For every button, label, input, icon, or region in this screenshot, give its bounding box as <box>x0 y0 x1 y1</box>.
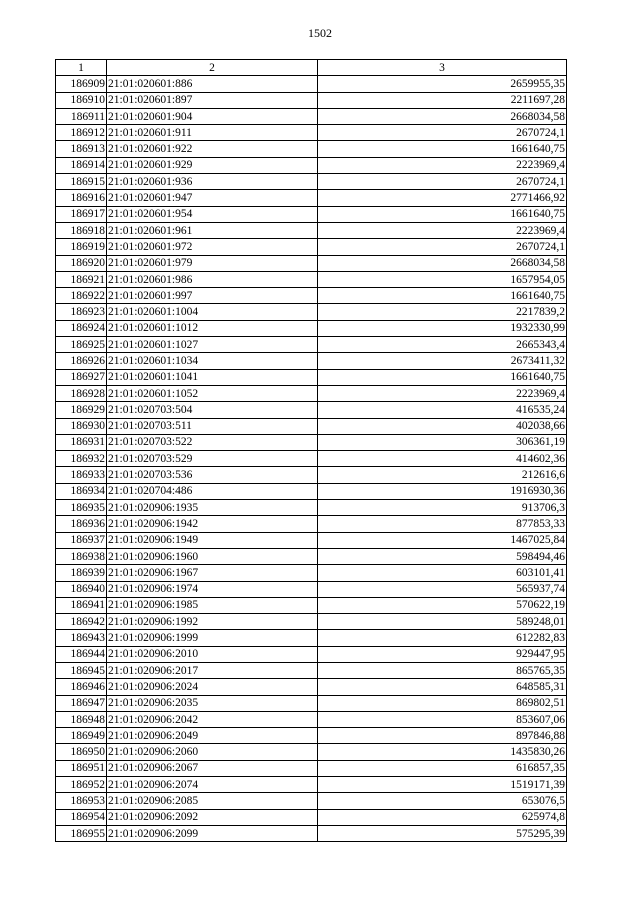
cadastral-number-cell: 21:01:020601:1004 <box>107 304 318 320</box>
table-row <box>56 467 567 483</box>
row-number-cell: 186935 <box>56 500 107 516</box>
cadastral-number-cell: 21:01:020906:2085 <box>107 793 318 809</box>
cadastral-number-cell: 21:01:020906:2042 <box>107 711 318 727</box>
row-number-cell: 186943 <box>56 630 107 646</box>
table-row <box>56 125 567 141</box>
cadastral-value-cell: 570622,19 <box>318 597 567 613</box>
cadastral-number-cell: 21:01:020703:529 <box>107 451 318 467</box>
cadastral-number-cell: 21:01:020601:1034 <box>107 353 318 369</box>
table-row <box>56 434 567 450</box>
cadastral-number-cell: 21:01:020906:2092 <box>107 809 318 825</box>
cadastral-value-cell: 1657954,05 <box>318 271 567 287</box>
cadastral-number-cell: 21:01:020601:1012 <box>107 320 318 336</box>
table-row <box>56 92 567 108</box>
row-number-cell: 186951 <box>56 760 107 776</box>
cadastral-value-cell: 616857,35 <box>318 760 567 776</box>
cadastral-value-cell: 1519171,39 <box>318 777 567 793</box>
table-row <box>56 206 567 222</box>
cadastral-value-cell: 2223969,4 <box>318 157 567 173</box>
table-row <box>56 777 567 793</box>
row-number-cell: 186948 <box>56 711 107 727</box>
cadastral-number-cell: 21:01:020601:986 <box>107 271 318 287</box>
row-number-cell: 186942 <box>56 614 107 630</box>
table-row <box>56 337 567 353</box>
row-number-cell: 186926 <box>56 353 107 369</box>
table-row <box>56 108 567 124</box>
cadastral-value-cell: 1916930,36 <box>318 483 567 499</box>
table-row <box>56 581 567 597</box>
row-number-cell: 186954 <box>56 809 107 825</box>
cadastral-number-cell: 21:01:020601:936 <box>107 174 318 190</box>
cadastral-number-cell: 21:01:020601:1052 <box>107 385 318 401</box>
row-number-cell: 186925 <box>56 337 107 353</box>
cadastral-value-cell: 416535,24 <box>318 402 567 418</box>
row-number-cell: 186940 <box>56 581 107 597</box>
cadastral-value-cell: 2665343,4 <box>318 337 567 353</box>
table-row <box>56 157 567 173</box>
table-row <box>56 532 567 548</box>
row-number-cell: 186924 <box>56 320 107 336</box>
row-number-cell: 186944 <box>56 646 107 662</box>
cadastral-value-cell: 913706,3 <box>318 500 567 516</box>
page-number: 1502 <box>308 26 332 40</box>
cadastral-value-cell: 402038,66 <box>318 418 567 434</box>
row-number-cell: 186915 <box>56 174 107 190</box>
table-row <box>56 793 567 809</box>
cadastral-value-cell: 865765,35 <box>318 662 567 678</box>
table-row <box>56 222 567 238</box>
cadastral-value-cell: 877853,33 <box>318 516 567 532</box>
table-row <box>56 548 567 564</box>
cadastral-number-cell: 21:01:020601:897 <box>107 92 318 108</box>
row-number-cell: 186917 <box>56 206 107 222</box>
table-row <box>56 239 567 255</box>
cadastral-value-cell: 625974,8 <box>318 809 567 825</box>
row-number-cell: 186921 <box>56 271 107 287</box>
row-number-cell: 186914 <box>56 157 107 173</box>
row-number-cell: 186929 <box>56 402 107 418</box>
table-row <box>56 174 567 190</box>
cadastral-value-cell: 2771466,92 <box>318 190 567 206</box>
cadastral-number-cell: 21:01:020906:2074 <box>107 777 318 793</box>
row-number-cell: 186952 <box>56 777 107 793</box>
table-row <box>56 500 567 516</box>
cadastral-value-cell: 2673411,32 <box>318 353 567 369</box>
row-number-cell: 186949 <box>56 728 107 744</box>
cadastral-value-cell: 869802,51 <box>318 695 567 711</box>
table-row <box>56 614 567 630</box>
cadastral-value-cell: 2659955,35 <box>318 76 567 92</box>
table-row <box>56 402 567 418</box>
cadastral-value-cell: 2217839,2 <box>318 304 567 320</box>
cadastral-number-cell: 21:01:020601:979 <box>107 255 318 271</box>
cadastral-value-cell: 2223969,4 <box>318 222 567 238</box>
cadastral-value-cell: 1661640,75 <box>318 369 567 385</box>
cadastral-value-cell: 2668034,58 <box>318 108 567 124</box>
cadastral-number-cell: 21:01:020601:904 <box>107 108 318 124</box>
cadastral-value-cell: 1661640,75 <box>318 206 567 222</box>
row-number-cell: 186953 <box>56 793 107 809</box>
cadastral-number-cell: 21:01:020601:929 <box>107 157 318 173</box>
row-number-cell: 186932 <box>56 451 107 467</box>
cadastral-number-cell: 21:01:020906:1942 <box>107 516 318 532</box>
row-number-cell: 186909 <box>56 76 107 92</box>
table-row <box>56 190 567 206</box>
cadastral-number-cell: 21:01:020906:1992 <box>107 614 318 630</box>
row-number-cell: 186920 <box>56 255 107 271</box>
cadastral-number-cell: 21:01:020703:522 <box>107 434 318 450</box>
table-header-row <box>56 60 567 76</box>
cadastral-number-cell: 21:01:020601:972 <box>107 239 318 255</box>
cadastral-number-cell: 21:01:020906:2010 <box>107 646 318 662</box>
table-row <box>56 418 567 434</box>
cadastral-value-cell: 2670724,1 <box>318 125 567 141</box>
table-row <box>56 630 567 646</box>
cadastral-value-cell: 2670724,1 <box>318 239 567 255</box>
row-number-cell: 186950 <box>56 744 107 760</box>
row-number-cell: 186919 <box>56 239 107 255</box>
cadastral-value-cell: 853607,06 <box>318 711 567 727</box>
cadastral-number-cell: 21:01:020906:1960 <box>107 548 318 564</box>
cadastral-value-cell: 929447,95 <box>318 646 567 662</box>
table-row <box>56 662 567 678</box>
row-number-cell: 186931 <box>56 434 107 450</box>
table-body <box>56 76 567 842</box>
row-number-cell: 186923 <box>56 304 107 320</box>
column-header-1: 1 <box>56 60 107 76</box>
table-row <box>56 483 567 499</box>
table-row <box>56 565 567 581</box>
table-row <box>56 728 567 744</box>
row-number-cell: 186936 <box>56 516 107 532</box>
cadastral-value-cell: 2211697,28 <box>318 92 567 108</box>
cadastral-value-table <box>55 59 567 842</box>
cadastral-value-cell: 1661640,75 <box>318 141 567 157</box>
cadastral-number-cell: 21:01:020601:911 <box>107 125 318 141</box>
row-number-cell: 186928 <box>56 385 107 401</box>
table-row <box>56 76 567 92</box>
cadastral-number-cell: 21:01:020601:947 <box>107 190 318 206</box>
table-row <box>56 516 567 532</box>
table-row <box>56 369 567 385</box>
cadastral-number-cell: 21:01:020906:2035 <box>107 695 318 711</box>
cadastral-value-cell: 653076,5 <box>318 793 567 809</box>
table-row <box>56 809 567 825</box>
row-number-cell: 186922 <box>56 288 107 304</box>
cadastral-value-cell: 1467025,84 <box>318 532 567 548</box>
cadastral-number-cell: 21:01:020906:2049 <box>107 728 318 744</box>
table-row <box>56 255 567 271</box>
row-number-cell: 186918 <box>56 222 107 238</box>
cadastral-number-cell: 21:01:020906:1999 <box>107 630 318 646</box>
cadastral-number-cell: 21:01:020906:1935 <box>107 500 318 516</box>
cadastral-number-cell: 21:01:020906:1967 <box>107 565 318 581</box>
cadastral-number-cell: 21:01:020703:536 <box>107 467 318 483</box>
cadastral-number-cell: 21:01:020906:1985 <box>107 597 318 613</box>
row-number-cell: 186933 <box>56 467 107 483</box>
column-header-2: 2 <box>107 60 318 76</box>
cadastral-value-cell: 603101,41 <box>318 565 567 581</box>
table-row <box>56 597 567 613</box>
cadastral-number-cell: 21:01:020703:504 <box>107 402 318 418</box>
cadastral-number-cell: 21:01:020906:1949 <box>107 532 318 548</box>
cadastral-value-cell: 306361,19 <box>318 434 567 450</box>
table-row <box>56 711 567 727</box>
table-row <box>56 385 567 401</box>
cadastral-number-cell: 21:01:020601:1041 <box>107 369 318 385</box>
cadastral-value-cell: 589248,01 <box>318 614 567 630</box>
table-row <box>56 271 567 287</box>
row-number-cell: 186937 <box>56 532 107 548</box>
row-number-cell: 186934 <box>56 483 107 499</box>
cadastral-number-cell: 21:01:020906:1974 <box>107 581 318 597</box>
row-number-cell: 186916 <box>56 190 107 206</box>
table-row <box>56 744 567 760</box>
table-row <box>56 825 567 841</box>
table-row <box>56 288 567 304</box>
row-number-cell: 186930 <box>56 418 107 434</box>
row-number-cell: 186910 <box>56 92 107 108</box>
row-number-cell: 186938 <box>56 548 107 564</box>
row-number-cell: 186913 <box>56 141 107 157</box>
cadastral-number-cell: 21:01:020906:2024 <box>107 679 318 695</box>
cadastral-value-cell: 598494,46 <box>318 548 567 564</box>
table-row <box>56 679 567 695</box>
cadastral-value-cell: 2670724,1 <box>318 174 567 190</box>
cadastral-number-cell: 21:01:020906:2017 <box>107 662 318 678</box>
cadastral-number-cell: 21:01:020601:1027 <box>107 337 318 353</box>
table-row <box>56 141 567 157</box>
row-number-cell: 186945 <box>56 662 107 678</box>
cadastral-number-cell: 21:01:020601:997 <box>107 288 318 304</box>
table-row <box>56 695 567 711</box>
row-number-cell: 186947 <box>56 695 107 711</box>
cadastral-value-cell: 897846,88 <box>318 728 567 744</box>
cadastral-value-cell: 1661640,75 <box>318 288 567 304</box>
cadastral-number-cell: 21:01:020601:886 <box>107 76 318 92</box>
row-number-cell: 186912 <box>56 125 107 141</box>
table-row <box>56 760 567 776</box>
cadastral-value-cell: 212616,6 <box>318 467 567 483</box>
row-number-cell: 186939 <box>56 565 107 581</box>
table-row <box>56 304 567 320</box>
cadastral-number-cell: 21:01:020906:2060 <box>107 744 318 760</box>
table-row <box>56 353 567 369</box>
cadastral-number-cell: 21:01:020601:961 <box>107 222 318 238</box>
cadastral-value-cell: 565937,74 <box>318 581 567 597</box>
row-number-cell: 186927 <box>56 369 107 385</box>
table-row <box>56 320 567 336</box>
cadastral-number-cell: 21:01:020704:486 <box>107 483 318 499</box>
cadastral-number-cell: 21:01:020601:954 <box>107 206 318 222</box>
cadastral-value-cell: 575295,39 <box>318 825 567 841</box>
row-number-cell: 186911 <box>56 108 107 124</box>
row-number-cell: 186941 <box>56 597 107 613</box>
cadastral-value-cell: 648585,31 <box>318 679 567 695</box>
table-row <box>56 451 567 467</box>
cadastral-value-cell: 2668034,58 <box>318 255 567 271</box>
cadastral-value-cell: 414602,36 <box>318 451 567 467</box>
table-row <box>56 646 567 662</box>
cadastral-value-cell: 2223969,4 <box>318 385 567 401</box>
cadastral-value-cell: 1932330,99 <box>318 320 567 336</box>
cadastral-number-cell: 21:01:020906:2099 <box>107 825 318 841</box>
cadastral-number-cell: 21:01:020703:511 <box>107 418 318 434</box>
cadastral-value-cell: 612282,83 <box>318 630 567 646</box>
row-number-cell: 186955 <box>56 825 107 841</box>
cadastral-number-cell: 21:01:020601:922 <box>107 141 318 157</box>
cadastral-number-cell: 21:01:020906:2067 <box>107 760 318 776</box>
cadastral-value-cell: 1435830,26 <box>318 744 567 760</box>
column-header-3: 3 <box>318 60 567 76</box>
row-number-cell: 186946 <box>56 679 107 695</box>
